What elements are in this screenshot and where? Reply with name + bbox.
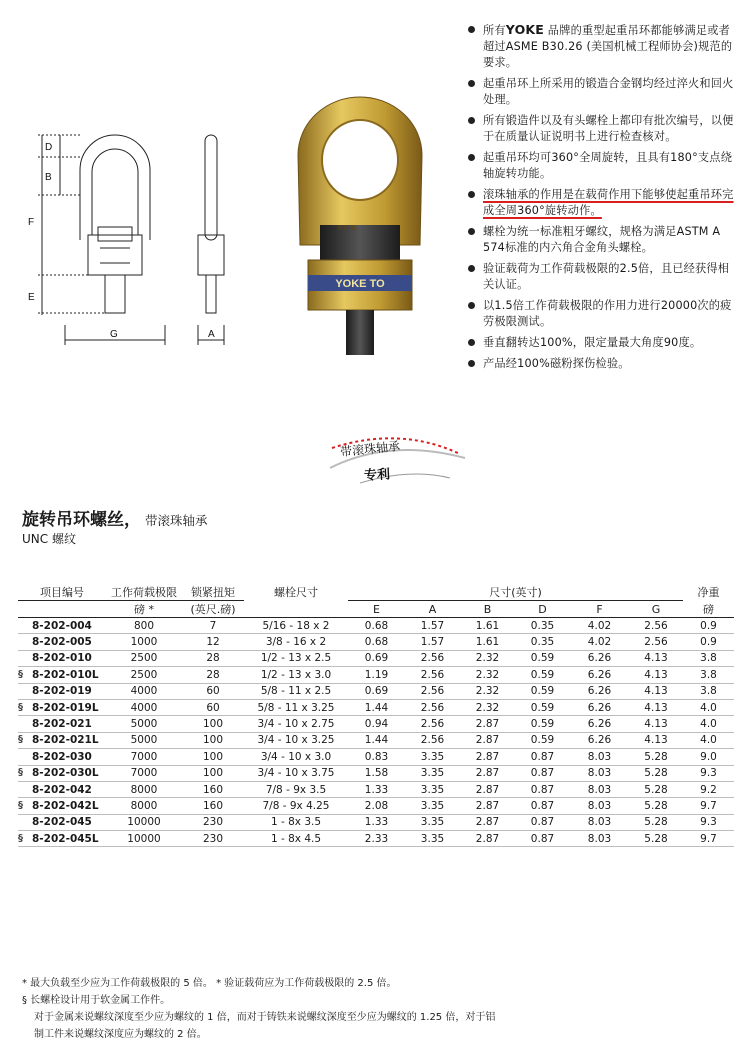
cell-bolt: 3/8 - 16 x 2 bbox=[244, 634, 348, 650]
cell-torque: 230 bbox=[182, 814, 244, 830]
cell-b: 2.87 bbox=[460, 781, 515, 797]
cell-b: 2.32 bbox=[460, 667, 515, 683]
col-dims-header: 尺寸(英寸) bbox=[348, 584, 683, 601]
cell-wt: 3.8 bbox=[683, 650, 734, 666]
cell-part-number: 8-202-010 bbox=[18, 650, 106, 666]
cell-wll: 5000 bbox=[106, 732, 182, 748]
bullet-icon bbox=[468, 117, 475, 124]
cell-b: 2.32 bbox=[460, 650, 515, 666]
cell-g: 4.13 bbox=[629, 667, 683, 683]
cell-g: 4.13 bbox=[629, 699, 683, 715]
cell-d: 0.87 bbox=[515, 781, 570, 797]
table-row bbox=[18, 814, 734, 830]
cell-a: 3.35 bbox=[405, 798, 460, 814]
cell-bolt: 3/4 - 10 x 3.25 bbox=[244, 732, 348, 748]
cell-d: 0.87 bbox=[515, 765, 570, 781]
feature-text: 所有锻造件以及有头螺栓上都印有批次编号，以便于在质量认证说明书上进行检查核对。 bbox=[483, 114, 734, 143]
cell-a: 2.56 bbox=[405, 650, 460, 666]
footnote-long-bolt: § 长螺栓设计用于软金属工作件。 bbox=[22, 995, 171, 1006]
feature-text: 螺栓为统一标准粗牙螺纹，规格为满足ASTM A 574标准的内六角合金角头螺栓。 bbox=[483, 225, 721, 254]
long-bolt-mark: § bbox=[18, 701, 23, 713]
cell-torque: 160 bbox=[182, 798, 244, 814]
cell-d: 0.87 bbox=[515, 814, 570, 830]
cell-bolt: 3/4 - 10 x 3.75 bbox=[244, 765, 348, 781]
feature-item bbox=[465, 150, 740, 182]
cell-e: 1.33 bbox=[348, 781, 405, 797]
cell-part-number: 8-202-045 bbox=[18, 814, 106, 830]
col-torque-header: 锁紧扭矩 bbox=[182, 584, 244, 601]
cell-torque: 100 bbox=[182, 732, 244, 748]
col-bolt-header: 螺栓尺寸 bbox=[274, 586, 318, 600]
spec-table-body bbox=[18, 618, 734, 847]
cell-a: 2.56 bbox=[405, 699, 460, 715]
cell-wt: 9.2 bbox=[683, 781, 734, 797]
cell-a: 2.56 bbox=[405, 683, 460, 699]
bullet-icon bbox=[468, 265, 475, 272]
cell-part-number: § 8-202-042L bbox=[18, 798, 106, 814]
cell-e: 1.44 bbox=[348, 732, 405, 748]
cell-f: 4.02 bbox=[570, 634, 629, 650]
cell-wt: 9.3 bbox=[683, 814, 734, 830]
cell-bolt: 1/2 - 13 x 2.5 bbox=[244, 650, 348, 666]
cell-d: 0.59 bbox=[515, 699, 570, 715]
cell-g: 2.56 bbox=[629, 618, 683, 634]
cell-d: 0.87 bbox=[515, 798, 570, 814]
feature-item bbox=[465, 261, 740, 293]
cell-part-number: § 8-202-030L bbox=[18, 765, 106, 781]
dim-label-e: E bbox=[28, 292, 35, 303]
feature-text: 垂直翻转达100%，限定量最大角度90度。 bbox=[483, 336, 702, 349]
cell-g: 4.13 bbox=[629, 650, 683, 666]
feature-item bbox=[465, 335, 740, 351]
bullet-icon bbox=[468, 339, 475, 346]
cell-e: 1.33 bbox=[348, 814, 405, 830]
feature-text: 产品经100%磁粉探伤检验。 bbox=[483, 357, 630, 370]
footnote-thread-depth: 对于金属来说螺纹深度至少应为螺纹的 1 倍，而对于铸铁来说螺纹深度至少应为螺纹的 1.25 倍，对于铝 bbox=[34, 1012, 496, 1023]
cell-bolt: 1 - 8x 3.5 bbox=[244, 814, 348, 830]
long-bolt-mark: § bbox=[18, 799, 23, 811]
cell-b: 1.61 bbox=[460, 618, 515, 634]
cell-f: 6.26 bbox=[570, 650, 629, 666]
badge-patent-text: 专利 bbox=[363, 467, 391, 484]
cell-g: 5.28 bbox=[629, 831, 683, 847]
cell-a: 3.35 bbox=[405, 765, 460, 781]
col-a-header: A bbox=[405, 601, 460, 618]
cell-part-number: 8-202-030 bbox=[18, 749, 106, 765]
cell-a: 2.56 bbox=[405, 732, 460, 748]
feature-text: 所有YOKE 品牌的重型起重吊环都能够满足或者超过ASME B30.26 (美国机械工程师协会)规范的要求。 bbox=[483, 22, 733, 69]
cell-b: 2.87 bbox=[460, 732, 515, 748]
cell-d: 0.87 bbox=[515, 749, 570, 765]
col-wll-header: 工作荷载极限 bbox=[106, 584, 182, 601]
col-b-header: B bbox=[460, 601, 515, 618]
cell-wll: 7000 bbox=[106, 765, 182, 781]
table-row bbox=[18, 618, 734, 634]
cell-g: 5.28 bbox=[629, 781, 683, 797]
cell-wt: 9.3 bbox=[683, 765, 734, 781]
long-bolt-mark: § bbox=[18, 734, 23, 746]
cell-b: 2.87 bbox=[460, 814, 515, 830]
table-row bbox=[18, 732, 734, 748]
cell-wll: 1000 bbox=[106, 634, 182, 650]
table-header-top bbox=[18, 584, 734, 601]
feature-text: 滚珠轴承的作用是在载荷作用下能够使起重吊环完成全周360°旋转动作。 bbox=[483, 188, 734, 217]
bullet-icon bbox=[468, 228, 475, 235]
cell-part-number: § 8-202-045L bbox=[18, 831, 106, 847]
cell-wll: 8000 bbox=[106, 781, 182, 797]
feature-text: 起重吊环均可360°全周旋转，且具有180°支点绕轴旋转功能。 bbox=[483, 151, 733, 180]
table-row bbox=[18, 634, 734, 650]
cell-bolt: 5/8 - 11 x 3.25 bbox=[244, 699, 348, 715]
feature-item bbox=[465, 187, 740, 219]
cell-e: 1.19 bbox=[348, 667, 405, 683]
bullet-icon bbox=[468, 80, 475, 87]
col-g-header: G bbox=[629, 601, 683, 618]
cell-f: 8.03 bbox=[570, 831, 629, 847]
cell-g: 4.13 bbox=[629, 716, 683, 732]
cell-wt: 3.8 bbox=[683, 667, 734, 683]
cell-d: 0.59 bbox=[515, 683, 570, 699]
cell-wll: 7000 bbox=[106, 749, 182, 765]
bullet-icon bbox=[468, 26, 475, 33]
feature-item bbox=[465, 356, 740, 372]
dim-label-d: D bbox=[45, 142, 53, 153]
cell-d: 0.35 bbox=[515, 634, 570, 650]
cell-torque: 7 bbox=[182, 618, 244, 634]
cell-a: 3.35 bbox=[405, 749, 460, 765]
cell-torque: 28 bbox=[182, 650, 244, 666]
cell-wt: 0.9 bbox=[683, 618, 734, 634]
feature-item bbox=[465, 224, 740, 256]
cell-f: 8.03 bbox=[570, 765, 629, 781]
cell-a: 3.35 bbox=[405, 781, 460, 797]
photo-forging-mark: BT RL bbox=[338, 225, 358, 232]
dim-label-b: B bbox=[45, 172, 52, 183]
cell-wt: 9.0 bbox=[683, 749, 734, 765]
long-bolt-mark: § bbox=[18, 668, 23, 680]
feature-item bbox=[465, 113, 740, 145]
cell-e: 1.44 bbox=[348, 699, 405, 715]
cell-e: 0.68 bbox=[348, 618, 405, 634]
product-photo bbox=[280, 95, 440, 375]
cell-b: 2.87 bbox=[460, 765, 515, 781]
cell-b: 2.87 bbox=[460, 831, 515, 847]
table-row bbox=[18, 667, 734, 683]
patent-badge bbox=[320, 428, 470, 493]
cell-bolt: 3/4 - 10 x 3.0 bbox=[244, 749, 348, 765]
cell-torque: 100 bbox=[182, 716, 244, 732]
cell-torque: 60 bbox=[182, 683, 244, 699]
footnote-load: * 最大负载至少应为工作荷载极限的 5 倍。 * 验证载荷应为工作荷载极限的 2.5 倍。 bbox=[22, 978, 397, 989]
cell-wll: 2500 bbox=[106, 667, 182, 683]
cell-b: 2.32 bbox=[460, 699, 515, 715]
cell-a: 1.57 bbox=[405, 634, 460, 650]
title-sub: 带滚珠轴承 bbox=[145, 513, 208, 528]
cell-part-number: § 8-202-010L bbox=[18, 667, 106, 683]
dim-label-a: A bbox=[208, 329, 215, 340]
cell-b: 2.32 bbox=[460, 683, 515, 699]
cell-g: 4.13 bbox=[629, 683, 683, 699]
bullet-icon bbox=[468, 191, 475, 198]
cell-torque: 230 bbox=[182, 831, 244, 847]
cell-bolt: 3/4 - 10 x 2.75 bbox=[244, 716, 348, 732]
cell-wt: 4.0 bbox=[683, 732, 734, 748]
bullet-icon bbox=[468, 360, 475, 367]
cell-wll: 4000 bbox=[106, 683, 182, 699]
table-row bbox=[18, 683, 734, 699]
cell-d: 0.59 bbox=[515, 732, 570, 748]
bullet-icon bbox=[468, 302, 475, 309]
cell-wll: 10000 bbox=[106, 814, 182, 830]
cell-f: 8.03 bbox=[570, 798, 629, 814]
col-torque-unit: (英尺.磅) bbox=[182, 601, 244, 618]
cell-bolt: 5/8 - 11 x 2.5 bbox=[244, 683, 348, 699]
cell-f: 6.26 bbox=[570, 716, 629, 732]
brand-name: YOKE bbox=[505, 22, 545, 37]
cell-wt: 4.0 bbox=[683, 716, 734, 732]
col-wll-unit: 磅 * bbox=[106, 601, 182, 618]
cell-torque: 100 bbox=[182, 749, 244, 765]
table-row bbox=[18, 749, 734, 765]
table-header-bottom bbox=[18, 601, 734, 618]
col-e-header: E bbox=[348, 601, 405, 618]
col-part-header: 项目编号 bbox=[18, 584, 106, 601]
feature-text: 起重吊环上所采用的锻造合金钢均经过淬火和回火处理。 bbox=[483, 77, 734, 106]
cell-part-number: 8-202-019 bbox=[18, 683, 106, 699]
cell-e: 0.69 bbox=[348, 650, 405, 666]
feature-list bbox=[465, 22, 740, 377]
cell-g: 5.28 bbox=[629, 765, 683, 781]
cell-b: 2.87 bbox=[460, 798, 515, 814]
cell-torque: 60 bbox=[182, 699, 244, 715]
cell-a: 3.35 bbox=[405, 814, 460, 830]
col-weight-unit: 磅 bbox=[683, 601, 734, 618]
cell-g: 5.28 bbox=[629, 749, 683, 765]
cell-wll: 4000 bbox=[106, 699, 182, 715]
cell-g: 4.13 bbox=[629, 732, 683, 748]
table-row bbox=[18, 699, 734, 715]
cell-torque: 12 bbox=[182, 634, 244, 650]
cell-a: 2.56 bbox=[405, 716, 460, 732]
cell-b: 1.61 bbox=[460, 634, 515, 650]
cell-e: 0.83 bbox=[348, 749, 405, 765]
cell-d: 0.87 bbox=[515, 831, 570, 847]
cell-f: 6.26 bbox=[570, 667, 629, 683]
cell-g: 2.56 bbox=[629, 634, 683, 650]
cell-bolt: 1/2 - 13 x 3.0 bbox=[244, 667, 348, 683]
table-row bbox=[18, 716, 734, 732]
badge-bearing-text: 带滚珠轴承 bbox=[339, 438, 401, 460]
cell-part-number: 8-202-004 bbox=[18, 618, 106, 634]
photo-logo-text: YOKE TO bbox=[335, 278, 385, 290]
cell-b: 2.87 bbox=[460, 716, 515, 732]
table-row bbox=[18, 765, 734, 781]
cell-wt: 9.7 bbox=[683, 798, 734, 814]
cell-wll: 8000 bbox=[106, 798, 182, 814]
cell-f: 4.02 bbox=[570, 618, 629, 634]
col-bolt-header-2 bbox=[244, 601, 348, 618]
dimension-drawing bbox=[20, 115, 260, 355]
footnote-thread-depth-2: 制工件来说螺纹深度应为螺纹的 2 倍。 bbox=[34, 1029, 207, 1040]
cell-g: 5.28 bbox=[629, 798, 683, 814]
cell-part-number: 8-202-021 bbox=[18, 716, 106, 732]
dim-label-g: G bbox=[110, 329, 118, 340]
cell-bolt: 1 - 8x 4.5 bbox=[244, 831, 348, 847]
cell-wll: 5000 bbox=[106, 716, 182, 732]
footnotes bbox=[22, 975, 732, 1043]
cell-wt: 9.7 bbox=[683, 831, 734, 847]
cell-f: 6.26 bbox=[570, 699, 629, 715]
cell-a: 3.35 bbox=[405, 831, 460, 847]
feature-item bbox=[465, 298, 740, 330]
cell-wll: 2500 bbox=[106, 650, 182, 666]
cell-e: 0.68 bbox=[348, 634, 405, 650]
cell-wll: 10000 bbox=[106, 831, 182, 847]
col-f-header: F bbox=[570, 601, 629, 618]
cell-d: 0.59 bbox=[515, 716, 570, 732]
cell-e: 0.94 bbox=[348, 716, 405, 732]
cell-a: 2.56 bbox=[405, 667, 460, 683]
cell-d: 0.59 bbox=[515, 667, 570, 683]
cell-g: 5.28 bbox=[629, 814, 683, 830]
cell-part-number: 8-202-042 bbox=[18, 781, 106, 797]
cell-d: 0.35 bbox=[515, 618, 570, 634]
table-row bbox=[18, 781, 734, 797]
cell-part-number: § 8-202-019L bbox=[18, 699, 106, 715]
cell-d: 0.59 bbox=[515, 650, 570, 666]
bullet-icon bbox=[468, 154, 475, 161]
cell-torque: 100 bbox=[182, 765, 244, 781]
cell-torque: 160 bbox=[182, 781, 244, 797]
cell-a: 1.57 bbox=[405, 618, 460, 634]
dim-label-f: F bbox=[28, 217, 35, 228]
cell-torque: 28 bbox=[182, 667, 244, 683]
cell-f: 8.03 bbox=[570, 781, 629, 797]
thread-type: UNC 螺纹 bbox=[22, 532, 76, 546]
long-bolt-mark: § bbox=[18, 832, 23, 844]
cell-bolt: 7/8 - 9x 3.5 bbox=[244, 781, 348, 797]
col-weight-header: 净重 bbox=[697, 586, 720, 600]
title-main: 旋转吊环螺丝， bbox=[22, 510, 141, 530]
feature-item bbox=[465, 22, 740, 71]
cell-f: 6.26 bbox=[570, 732, 629, 748]
cell-wt: 4.0 bbox=[683, 699, 734, 715]
cell-wll: 800 bbox=[106, 618, 182, 634]
table-row bbox=[18, 831, 734, 847]
cell-part-number: 8-202-005 bbox=[18, 634, 106, 650]
long-bolt-mark: § bbox=[18, 767, 23, 779]
cell-wt: 3.8 bbox=[683, 683, 734, 699]
cell-bolt: 5/16 - 18 x 2 bbox=[244, 618, 348, 634]
cell-e: 1.58 bbox=[348, 765, 405, 781]
col-part-header-2 bbox=[18, 601, 106, 618]
cell-f: 8.03 bbox=[570, 814, 629, 830]
feature-text: 验证载荷为工作荷载极限的2.5倍，且已经获得相关认证。 bbox=[483, 262, 730, 291]
cell-f: 6.26 bbox=[570, 683, 629, 699]
table-row bbox=[18, 798, 734, 814]
cell-wt: 0.9 bbox=[683, 634, 734, 650]
cell-part-number: § 8-202-021L bbox=[18, 732, 106, 748]
page-title bbox=[22, 505, 208, 530]
cell-e: 2.08 bbox=[348, 798, 405, 814]
spec-table bbox=[18, 584, 734, 847]
cell-e: 0.69 bbox=[348, 683, 405, 699]
feature-text: 以1.5倍工作荷载极限的作用力进行20000次的疲劳极限测试。 bbox=[483, 299, 732, 328]
cell-e: 2.33 bbox=[348, 831, 405, 847]
col-d-header: D bbox=[515, 601, 570, 618]
feature-item bbox=[465, 76, 740, 108]
cell-f: 8.03 bbox=[570, 749, 629, 765]
table-row bbox=[18, 650, 734, 666]
cell-bolt: 7/8 - 9x 4.25 bbox=[244, 798, 348, 814]
cell-b: 2.87 bbox=[460, 749, 515, 765]
